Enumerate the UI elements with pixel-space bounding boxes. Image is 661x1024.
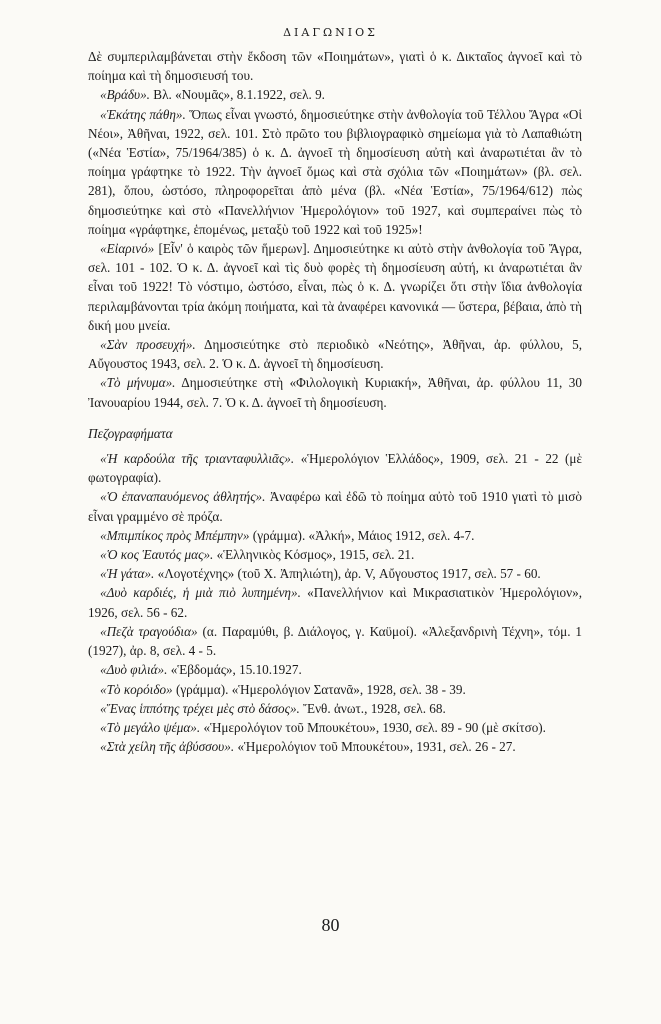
entry-title: «Μπιμπίκος πρὸς Μπέμπην»: [100, 527, 250, 543]
entry-text: Βλ. «Νουμᾶς», 8.1.1922, σελ. 9.: [149, 87, 325, 103]
prose-entries: [88, 449, 582, 756]
entry-text: (α. Παραμύθι, β. Διάλογος, γ. Καϋμοί). «Ἀλεξανδρινὴ Τέχνη», τόμ. 1 (1927), ἀρ. 8, σελ. 4 - 5.: [88, 623, 582, 659]
entry-text: «Ἑλληνικὸς Κόσμος», 1915, σελ. 21.: [213, 547, 415, 563]
entry-text: (γράμμα). «Ἡμερολόγιον Σατανᾶ», 1928, σελ. 38 - 39.: [172, 681, 466, 697]
entry-text: Ἔνθ. ἀνωτ., 1928, σελ. 68.: [299, 700, 446, 716]
entry-paragraph: [88, 449, 582, 487]
entry-title: «Ὁ ἐπαναπαυόμενος ἀθλητής».: [100, 489, 266, 505]
entry-paragraph: [88, 239, 582, 335]
entry-paragraph: [88, 680, 582, 699]
running-head: ΔΙΑΓΩΝΙΟΣ: [283, 26, 378, 39]
page-number: 80: [321, 915, 340, 935]
entry-text: [Εἶν' ὁ καιρὸς τῶν ἥμερων]. Δημοσιεύτηκε κι αὐτὸ στὴν ἀνθολογία τοῦ Ἄγρα, σελ. 101 - 102. Ὁ κ. Δ. ἀγνοεῖ καὶ τὶς δυὸ φορὲς τὴ δημοσίευση αὐτή, κι ἀναρωτιέται ἂν εἶναι τοῦ 1922! Τὸ νόστιμο, ὡστόσο, εἶναι, πὼς ὁ κ. Δ. γνωρίζει ὅτι στὴν ἴδια ἀνθολογία περιλαμβάνονται τρία ἀκόμη ποιήματα, καὶ τὰ ἀναφέρει κανονικά — ὕστερα, βέβαια, ἀπὸ τὴ δική μου μνεία.: [88, 241, 582, 333]
entry-paragraph: [88, 660, 582, 679]
entry-title: «Ὁ κος Ἑαυτός μας».: [100, 547, 214, 563]
poem-entries: [88, 85, 582, 411]
entry-title: «Βράδυ».: [100, 87, 150, 103]
entry-title: «Τὸ μεγάλο ψέμα».: [100, 719, 201, 735]
entry-text: «Ἡμερολόγιον Ἑλλάδος», 1909, σελ. 21 - 22 (μὲ φωτογραφία).: [88, 451, 582, 486]
entry-title: «Στὰ χείλη τῆς ἀβύσσου».: [100, 739, 235, 755]
entry-text: Δημοσιεύτηκε στὴ «Φιλολογικὴ Κυριακή», Ἀθῆναι, ἀρ. φύλλου 11, 30 Ἰανουαρίου 1944, σελ. 7. Ὁ κ. Δ. ἀγνοεῖ τὴ δημοσίευση.: [88, 375, 582, 410]
entry-title: «Ἕνας ἱππότης τρέχει μὲς στὸ δάσος».: [100, 700, 300, 716]
entry-title: «Ἡ καρδούλα τῆς τριανταφυλλιᾶς».: [100, 451, 295, 467]
entry-title: «Δυὸ καρδιές, ἡ μιὰ πιὸ λυπημένη».: [100, 585, 301, 601]
entry-title: «Σὰν προσευχή».: [100, 337, 196, 353]
entry-paragraph: [88, 335, 582, 373]
entry-title: «Πεζὰ τραγούδια»: [100, 623, 198, 639]
entry-paragraph: [88, 737, 582, 756]
entry-title: «Ἑκάτης πάθη».: [100, 106, 186, 122]
entry-paragraph: [88, 699, 582, 718]
entry-title: «Δυὸ φιλιά».: [100, 662, 168, 678]
entry-title: «Ἡ γάτα».: [100, 566, 155, 582]
entry-paragraph: [88, 583, 582, 621]
section-heading: Πεζογραφήματα: [88, 425, 173, 441]
entry-title: «Εἰαρινό»: [100, 241, 155, 257]
entry-paragraph: [88, 105, 582, 239]
entry-text: «Πανελλήνιον καὶ Μικρασιατικὸν Ἡμερολόγιον», 1926, σελ. 56 - 62.: [88, 585, 582, 620]
text-body: [88, 47, 582, 756]
entry-title: «Τὸ κορόιδο»: [100, 681, 173, 697]
entry-paragraph: [88, 564, 582, 583]
entry-text: Ὅπως εἶναι γνωστό, δημοσιεύτηκε στὴν ἀνθολογία τοῦ Τέλλου Ἄγρα «Οἱ Νέοι», Ἀθῆναι, 1922, σελ. 101. Στὸ πρῶτο του βιβλιογραφικὸ σημείωμα γιὰ τὸ Λαπαθιώτη («Νέα Ἑστία», 75/1964/385) ὁ κ. Δ. ἀγνοεῖ τὴ δημοσίευση αὐτὴ καὶ ἀναρωτιέται ἂν τὸ ποίημα γράφτηκε τὸ 1922. Τὴν ἀγνοεῖ ὅμως καὶ στὰ σχόλια τῶν «Ποιημάτων» (βλ. σελ. 281), ὅπου, ὡστόσο, πληροφορεῖται ἀπὸ μένα (βλ. «Νέα Ἑστία», 75/1964/612) πὼς δημοσιεύτηκε καὶ στὸ «Πανελλήνιον Ἡμερολόγιον» τοῦ 1927, καὶ συμπεραίνει πὼς τὸ ποίημα «γράφτηκε, ἑπομένως, μεταξὺ τοῦ 1922 καὶ τοῦ 1925»!: [88, 106, 582, 237]
entry-paragraph: [88, 622, 582, 660]
entry-text: Ἀναφέρω καὶ ἐδῶ τὸ ποίημα αὐτὸ τοῦ 1910 γιατὶ τὸ μισὸ εἶναι γραμμένο σὲ πρόζα.: [88, 489, 582, 524]
entry-title: «Τὸ μήνυμα».: [100, 375, 176, 391]
entry-paragraph: [88, 487, 582, 525]
entry-text: «Ἡμερολόγιον τοῦ Μπουκέτου», 1930, σελ. 89 - 90 (μὲ σκίτσο).: [200, 719, 546, 735]
entry-paragraph: [88, 718, 582, 737]
entry-text: Δημοσιεύτηκε στὸ περιοδικὸ «Νεότης», Ἀθῆναι, ἀρ. φύλλου, 5, Αὔγουστος 1943, σελ. 2. Ὁ κ. Δ. ἀγνοεῖ τὴ δημοσίευση.: [88, 337, 582, 372]
entry-text: (γράμμα). «Ἀλκή», Μάιος 1912, σελ. 4-7.: [249, 527, 475, 543]
entry-paragraph: [88, 373, 582, 411]
intro-paragraph: Δὲ συμπεριλαμβάνεται στὴν ἔκδοση τῶν «Ποιημάτων», γιατὶ ὁ κ. Δικταῖος ἀγνοεῖ καὶ τὸ ποίημα καὶ τὴ δημοσιευσή του.: [88, 49, 582, 84]
entry-paragraph: [88, 545, 582, 564]
entry-text: «Λογοτέχνης» (τοῦ Χ. Ἀπηλιώτη), ἀρ. V, Αὔγουστος 1917, σελ. 57 - 60.: [154, 566, 541, 582]
entry-text: «Ἡμερολόγιον τοῦ Μπουκέτου», 1931, σελ. 26 - 27.: [234, 739, 516, 755]
entry-paragraph: [88, 85, 582, 104]
entry-text: «Ἑβδομάς», 15.10.1927.: [167, 662, 302, 678]
entry-paragraph: [88, 526, 582, 545]
